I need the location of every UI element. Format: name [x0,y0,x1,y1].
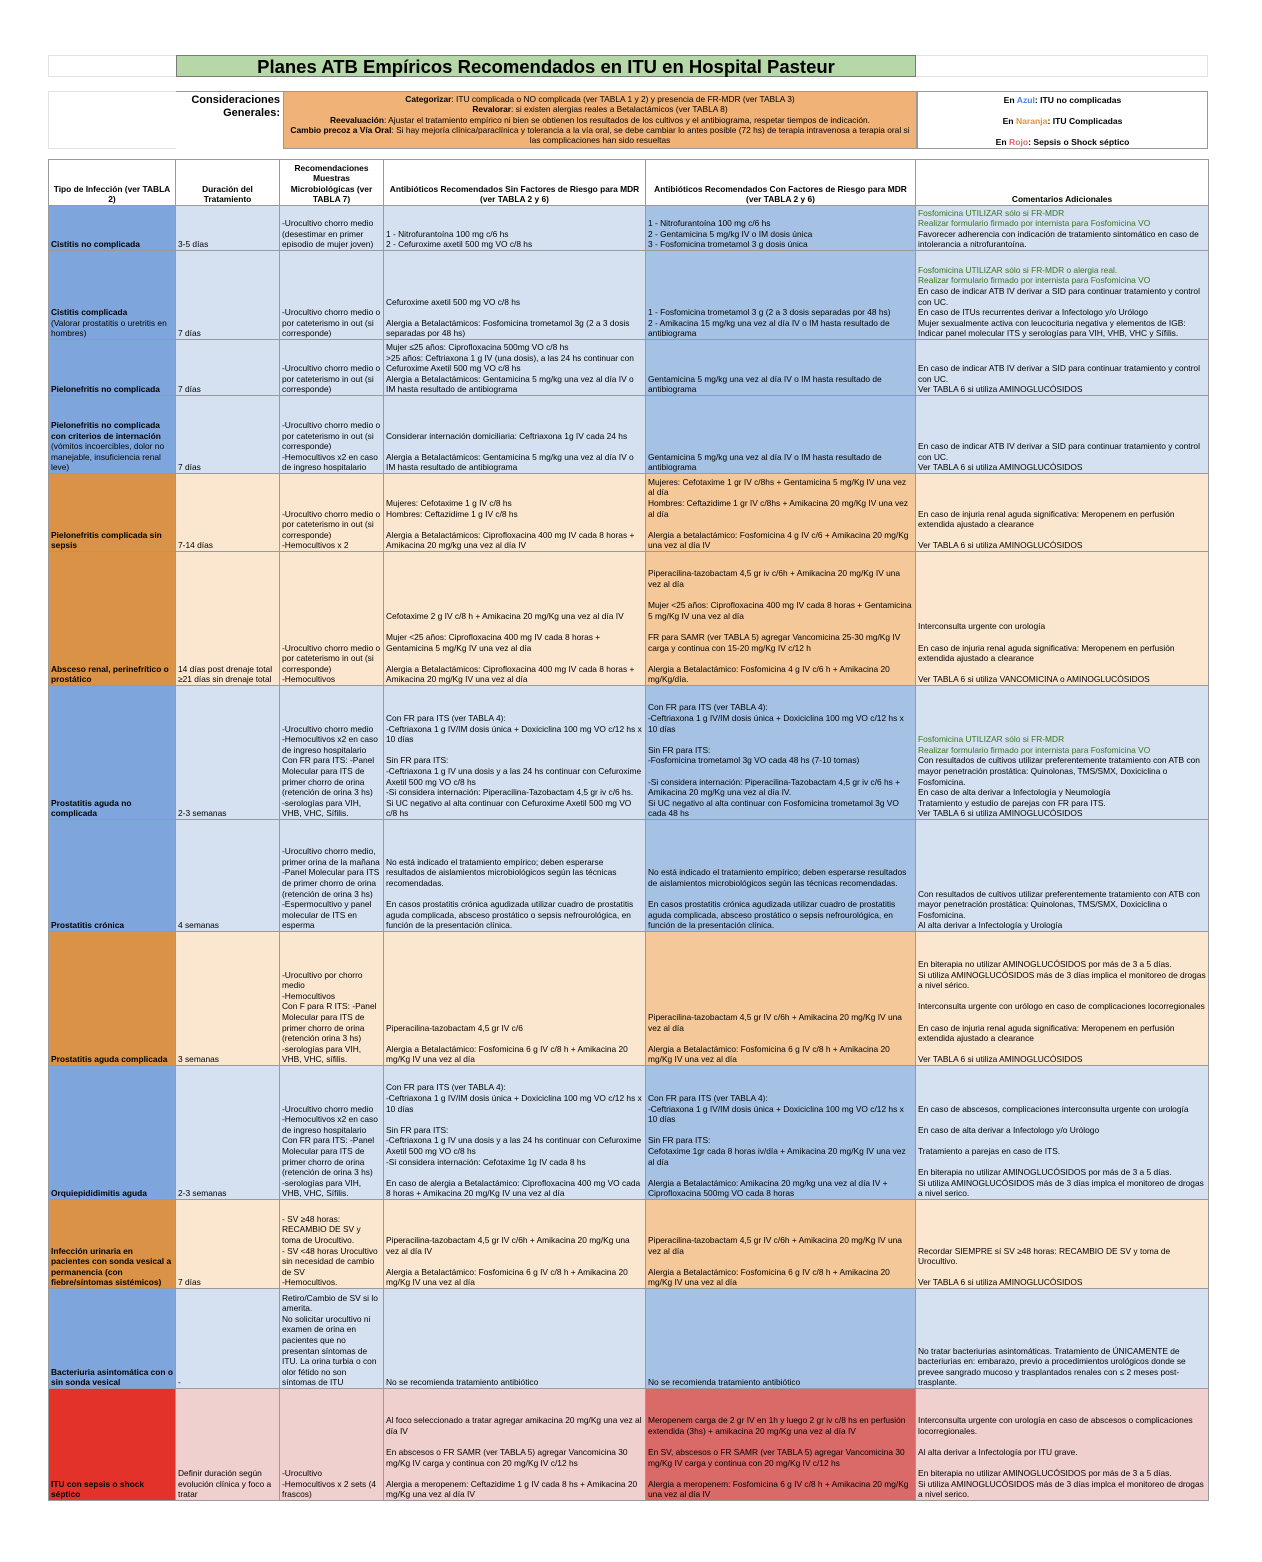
cell-sin-fr[interactable]: No se recomienda tratamiento antibiótico [384,1289,646,1389]
general-line: Cambio precoz a Vía Oral: Si hay mejoría clínica/paraclínica y tolerancia a la vía oral, se debe cambiar lo antes posible (72 hs) de terapia intravenosa a terapia oral si las complicaciones han sido resueltas [290,124,910,146]
cell-con-fr[interactable]: Con FR para ITS (ver TABLA 4): -Ceftriaxona 1 g IV/IM dosis única + Doxiciclina 100 mg VO c/12 hs x 10 días Sin FR para ITS: -Fosfomicina trometamol 3g VO cada 48 hs (7-10 tomas) -Si considera internación: Piperacilina-Tazobactam 4,5 gr iv c/6 hs + Amikacina 20 mg/Kg una vez al día IV. Si UC negativo al alta continuar con Fosfomicina trometamol 3g VO cada 48 hs [646,686,916,820]
cell-sin-fr[interactable]: Considerar internación domiciliaria: Ceftriaxona 1g IV cada 24 hs Alergia a Betalactámicos: Gentamicina 5 mg/kg una vez al día IV o IM hasta resultado de antibiograma [384,396,646,474]
row-type: Prostatitis aguda complicada [51,1054,168,1065]
table-row [49,1389,1209,1501]
general-label[interactable]: Consideraciones Generales: [176,91,283,149]
row-type-note: (Valorar prostatitis o uretritis en hombres) [51,317,167,339]
cell-duracion[interactable]: 2-3 semanas [176,1066,280,1200]
cell-muestras[interactable]: -Urocultivo chorro medio -Hemocultivos x2 en caso de ingreso hospitalario Con FR para ITS: -Panel Molecular para ITS de primer chorro de orina (retención de orina 3 hs) -serologías para VIH, VHB, VHC, Sífilis. [280,1066,384,1200]
cell-tipo[interactable] [49,1389,176,1501]
table-row [49,474,1209,552]
comment-text: En caso de indicar ATB IV derivar a SID para continuar tratamiento y control con UC. En caso de ITUs recurrentes derivar a Infectologo y/o Urólogo Mujer sexualmente activa con leucocituria negativa y elementos de IGB: Indicar panel molecular ITS y serologías para VIH, VHB, VHC y Sífilis. [918,286,1200,339]
cell-con-fr[interactable]: Mujeres: Cefotaxime 1 gr IV c/8hs + Gentamicina 5 mg/Kg IV una vez al día Hombres: Ceftazidime 1 gr IV c/8hs + Amikacina 20 mg/Kg IV una vez al día Alergia a betalactámico: Fosfomicina 4 g IV c/6 + Amikacina 20 mg/Kg una vez al día IV [646,474,916,552]
cell-duracion[interactable]: 7 días [176,396,280,474]
row-type: Pielonefritis no complicada con criterios de internación [51,420,161,441]
row-type: Pielonefritis complicada sin sepsis [51,529,162,551]
cell-sin-fr[interactable]: Con FR para ITS (ver TABLA 4): -Ceftriaxona 1 g IV/IM dosis única + Doxiciclina 100 mg VO c/12 hs x 10 días Sin FR para ITS: -Ceftriaxona 1 g IV una dosis y a las 24 hs continuar con Cefuroxime Axetil 500 mg VO c/8 hs -Si considera internación: Piperacilina-Tazobactam 4,5 gr iv c/6 hs. Si UC negativo al alta continuar con Cefuroxime Axetil 500 mg VO c/8 hs [384,686,646,820]
cell-muestras[interactable]: -Urocultivo chorro medio, primer orina de la mañana -Panel Molecular para ITS de primer chorro de orina (retención de orina 3 hs) -Espermocultivo y panel molecular de ITS en esperma [280,820,384,932]
cell-sin-fr[interactable]: Mujer ≤25 años: Ciprofloxacina 500mg VO c/8 hs >25 años: Ceftriaxona 1 g IV (una dosis), a las 24 hs continuar con Cefuroxime Axetil 500 mg VO c/8 hs Alergia a Betalactámicos: Gentamicina 5 mg/kg una vez al día IV o IM hasta resultado de antibiograma [384,340,646,396]
cell-comentarios[interactable] [916,552,1209,686]
general-considerations[interactable] [283,91,917,149]
comment-text: Favorecer adherencia con indicación de tratamiento sintomático en caso de intolerancia a nitrofurantoína. [918,228,1199,250]
comment-text: Con resultados de cultivos utilizar preferentemente tratamiento con ATB con mayor penetración prostática: Quinolonas, TMS/SMX, Doxiciclina o Fosfomicina. En caso de alta derivar a Infectología y Neumología Tratamiento y estudio de parejas con FR para ITS. Ver TABLA 6 si utiliza AMINOGLUCÓSIDOS [918,755,1200,819]
cell-tipo[interactable] [49,686,176,820]
comment-text: Interconsulta urgente con urología en caso de abscesos o complicaciones locorregionales. Al alta derivar a Infectología por ITU grave. En biterapia no utilizar AMINOGLUCÓSIDOS por más de 3 a 5 días. Si utiliza AMINOGLUCÓSIDOS más de 3 días implca el monitoreo de drogas a nivel serico. [918,1415,1204,1500]
comment-text: Con resultados de cultivos utilizar preferentemente tratamiento con ATB con mayor penetración prostática: Quinolonas, TMS/SMX, Doxiciclina o Fosfomicina. Al alta derivar a Infectología y Urología [918,888,1200,931]
cell-duracion[interactable]: 14 días post drenaje total ≥21 días sin drenaje total [176,552,280,686]
blank-cell[interactable] [48,55,176,77]
cell-comentarios[interactable] [916,820,1209,932]
cell-muestras[interactable]: -Urocultivo chorro medio -Hemocultivos x2 en caso de ingreso hospitalario Con FR para ITS: -Panel Molecular para ITS de primer chorro de orina (retención de orina 3 hs) -serologías para VIH, VHB, VHC, Sífilis. [280,686,384,820]
table-row [49,552,1209,686]
cell-con-fr[interactable]: Con FR para ITS (ver TABLA 4): -Ceftriaxona 1 g IV/IM dosis única + Doxiciclina 100 mg VO c/12 hs x 10 días Sin FR para ITS: Cefotaxime 1gr cada 8 horas iv/día + Amikacina 20 mg/Kg IV una vez al día Alergia a Betalactámico: Amikacina 20 mg/kg una vez al día IV + Ciprofloxacina 500mg VO cada 8 horas [646,1066,916,1200]
comment-highlight: Fosfomicina UTILIZAR sólo si FR-MDR Realizar formulario firmado por internista para Fosfomicina VO [918,734,1151,755]
cell-muestras[interactable]: -Urocultivo chorro medio o por cateterismo in out (si corresponde) [280,340,384,396]
comment-text: Recordar SIEMPRE sí SV ≥48 horas: RECAMBIO DE SV y toma de Urocultivo. Ver TABLA 6 si utiliza AMINOGLUCÓSIDOS [918,1245,1171,1288]
cell-comentarios[interactable] [916,686,1209,820]
cell-sin-fr[interactable]: No está indicado el tratamiento empírico; deben esperarse resultados de aislamientos microbiológicos según las técnicas recomendadas. En casos prostatitis crónica agudizada utilizar cuadro de prostatitis aguda complicada, absceso prostático o sepsis nefrourológica, en función de la presentación clínica. [384,820,646,932]
header-tipo[interactable]: Tipo de Infección (ver TABLA 2) [49,160,176,206]
cell-tipo[interactable] [49,340,176,396]
cell-duracion[interactable]: - [176,1289,280,1389]
cell-tipo[interactable] [49,820,176,932]
table-row [49,1289,1209,1389]
cell-muestras[interactable]: - SV ≥48 horas: RECAMBIO DE SV y toma de Urocultivo. - SV <48 horas Urocultivo sin necesidad de cambio de SV -Hemocultivos. [280,1200,384,1289]
cell-con-fr[interactable]: Meropenem carga de 2 gr IV en 1h y luego 2 gr iv c/8 hs en perfusión extendida (3hs) + amikacina 20 mg/Kg una vez al día IV En SV, abscesos o FR SAMR (ver TABLA 5) agregar Vancomicina 30 mg/Kg IV carga y continua con 20 mg/Kg IV c/12 hs Alergia a meropenem: Fosfomicina 6 g IV c/8 h + Amikacina 20 mg/Kg una vez al día IV [646,1389,916,1501]
cell-duracion[interactable]: 3-5 días [176,206,280,251]
cell-sin-fr[interactable]: 1 - Nitrofurantoína 100 mg c/6 hs 2 - Cefuroxime axetil 500 mg VO c/8 hs [384,206,646,251]
cell-sin-fr[interactable]: Mujeres: Cefotaxime 1 g IV c/8 hs Hombres: Ceftazidime 1 g IV c/8 hs Alergia a Betalactámicos: Ciprofloxacina 400 mg IV cada 8 horas + Amikacina 20 mg/kg una vez al día IV [384,474,646,552]
cell-duracion[interactable]: 7-14 días [176,474,280,552]
table-row [49,932,1209,1066]
row-type: Prostatitis aguda no complicada [51,797,132,819]
comment-highlight: Fosfomicina UTILIZAR sólo si FR-MDR Realizar formulario firmado por internista para Fosfomicina VO [918,207,1151,229]
cell-muestras[interactable]: Retiro/Cambio de SV si lo amerita. No solicitar urocultivo ni examen de orina en pacientes que no presentan síntomas de ITU. La orina turbia o con olor fétido no son síntomas de ITU [280,1289,384,1389]
cell-sin-fr[interactable]: Piperacilina-tazobactam 4,5 gr IV c/6 Alergia a Betalactámico: Fosfomicina 6 g IV c/8 h + Amikacina 20 mg/Kg IV una vez al día [384,932,646,1066]
legend-azul: En Azul: ITU no complicadas [1003,95,1122,105]
table-row [49,1200,1209,1289]
cell-tipo[interactable] [49,474,176,552]
cell-con-fr[interactable]: Piperacilina-tazobactam 4,5 gr iv c/6h + Amikacina 20 mg/Kg IV una vez al día Mujer <25 años: Ciprofloxacina 400 mg IV cada 8 horas + Gentamicina 5 mg/Kg IV una vez al día FR para SAMR (ver TABLA 5) agregar Vancomicina 25-30 mg/Kg IV carga y continua con 15-20 mg/Kg IV c/12 h Alergia a Betalactámico: Fosfomicina 4 g IV c/6 h + Amikacina 20 mg/Kg/día. [646,552,916,686]
comment-text: En caso de indicar ATB IV derivar a SID para continuar tratamiento y control con UC. Ver TABLA 6 si utiliza AMINOGLUCÓSIDOS [918,363,1200,395]
cell-duracion[interactable]: 7 días [176,251,280,340]
row-type: Prostatitis crónica [51,920,125,931]
blank-cell[interactable] [916,55,1208,77]
cell-duracion[interactable]: 7 días [176,340,280,396]
cell-con-fr[interactable]: 1 - Nitrofurantoína 100 mg c/6 hs 2 - Gentamicina 5 mg/kg IV o IM dosis única 3 - Fosfomicina trometamol 3 g dosis única [646,206,916,251]
cell-sin-fr[interactable]: Cefuroxime axetil 500 mg VO c/8 hs Alergia a Betalactámicos: Fosfomicina trometamol 3g (2 a 3 dosis separadas por 48 hs) [384,251,646,340]
cell-muestras[interactable]: -Urocultivo -Hemocultivos x 2 sets (4 frascos) [280,1389,384,1501]
cell-duracion[interactable]: Definir duración según evolución clínica y foco a tratar [176,1389,280,1501]
general-line: Revalorar: si existen alergias reales a Betalactámicos (ver TABLA 8) [472,104,728,115]
header-muestras[interactable]: Recomendaciones Muestras Microbiológicas (ver TABLA 7) [280,160,384,206]
cell-tipo[interactable] [49,1066,176,1200]
row-type: Absceso renal, perinefrítico o prostático [51,663,169,685]
comment-text: No tratar bacteriurias asintomáticas. Tratamiento de ÚNICAMENTE de bacteriurias en: embarazo, previo a procedimientos urológicos donde se prevee sangrado mucoso y trasplantados renales con ≤ 2 meses post-trasplante. [918,1345,1186,1388]
cell-tipo[interactable] [49,552,176,686]
cell-con-fr[interactable]: No está indicado el tratamiento empírico; deben esperarse resultados de aislamientos microbiológicos según las técnicas recomendadas. En casos prostatitis crónica agudizada utilizar cuadro de prostatitis aguda complicada, absceso prostático o sepsis nefrourológica, en función de la presentación clínica. [646,820,916,932]
row-type: Infección urinaria en pacientes con sonda vesical a permanencia (con fiebre/síntomas sistémicos) [51,1245,172,1288]
cell-muestras[interactable]: -Urocultivo chorro medio o por cateterismo in out (si corresponde) [280,251,384,340]
cell-con-fr[interactable]: Gentamicina 5 mg/kg una vez al día IV o IM hasta resultado de antibiograma [646,396,916,474]
cell-con-fr[interactable]: Gentamicina 5 mg/kg una vez al día IV o IM hasta resultado de antibiograma [646,340,916,396]
cell-comentarios[interactable] [916,206,1209,251]
spreadsheet [48,55,1208,1501]
row-type: Bacteriuria asintomática con o sin sonda vesical [51,1366,173,1388]
row-type-note: (vómitos incoercibles, dolor no manejable, insuficiencia renal leve) [51,441,165,473]
cell-comentarios[interactable] [916,474,1209,552]
cell-tipo[interactable] [49,1289,176,1389]
general-line: Reevaluación: Ajustar el tratamiento empírico ni bien se obtienen los resultados de los cultivos y el antibiograma, respetar tiempos de indicación. [329,114,870,125]
row-type: Pielonefritis no complicada [51,384,160,395]
cell-con-fr[interactable]: 1 - Fosfomicina trometamol 3 g (2 a 3 dosis separadas por 48 hs) 2 - Amikacina 15 mg/kg una vez al día IV o IM hasta resultado de antibiograma [646,251,916,340]
general-considerations-row [48,91,1208,149]
cell-con-fr[interactable]: Piperacilina-tazobactam 4,5 gr IV c/6h + Amikacina 20 mg/Kg IV una vez al día Alergia a Betalactámico: Fosfomicina 6 g IV c/8 h + Amikacina 20 mg/Kg IV una vez al día [646,932,916,1066]
cell-comentarios[interactable] [916,340,1209,396]
comment-text: En caso de injuria renal aguda significativa: Meropenem en perfusión extendida ajustado a clearance Ver TABLA 6 si utiliza AMINOGLUCÓSIDOS [918,508,1175,551]
row-type: Orquiepididimitis aguda [51,1188,147,1199]
cell-comentarios[interactable] [916,396,1209,474]
header-row [49,160,1209,206]
cell-sin-fr[interactable]: Piperacilina-tazobactam 4,5 gr IV c/6h + Amikacina 20 mg/Kg una vez al día IV Alergia a Betalactámico: Fosfomicina 6 g IV c/8 h + Amikacina 20 mg/Kg IV una vez al día [384,1200,646,1289]
cell-tipo[interactable] [49,251,176,340]
title-row [48,55,1208,77]
cell-sin-fr[interactable]: Cefotaxime 2 g IV c/8 h + Amikacina 20 mg/Kg una vez al día IV Mujer <25 años: Ciprofloxacina 400 mg IV cada 8 horas + Gentamicina 5 mg/Kg IV una vez al día Alergia a Betalactámicos: Ciprofloxacina 400 mg IV cada 8 horas + Amikacina 20 mg/Kg IV una vez al día [384,552,646,686]
table-row [49,1066,1209,1200]
color-legend[interactable] [917,91,1208,149]
cell-muestras[interactable]: -Urocultivo chorro medio o por cateterismo in out (si corresponde) -Hemocultivos x2 en caso de ingreso hospitalario [280,396,384,474]
cell-tipo[interactable] [49,1200,176,1289]
cell-comentarios[interactable] [916,1066,1209,1200]
general-line: Categorizar: ITU complicada o NO complicada (ver TABLA 1 y 2) y presencia de FR-MDR (ver TABLA 3) [405,94,795,104]
cell-duracion[interactable]: 2-3 semanas [176,686,280,820]
cell-duracion[interactable]: 4 semanas [176,820,280,932]
table-row [49,251,1209,340]
table-row [49,396,1209,474]
cell-comentarios[interactable] [916,251,1209,340]
cell-tipo[interactable] [49,206,176,251]
cell-duracion[interactable]: 3 semanas [176,932,280,1066]
cell-tipo[interactable] [49,932,176,1066]
header-sin-fr[interactable]: Antibióticos Recomendados Sin Factores de Riesgo para MDR (ver TABLA 2 y 6) [384,160,646,206]
cell-comentarios[interactable] [916,932,1209,1066]
page-title[interactable]: Planes ATB Empíricos Recomendados en ITU en Hospital Pasteur [176,55,916,77]
comment-text: En caso de indicar ATB IV derivar a SID para continuar tratamiento y control con UC. Ver TABLA 6 si utiliza AMINOGLUCÓSIDOS [918,441,1200,473]
header-duracion[interactable]: Duración del Tratamiento [176,160,280,206]
cell-comentarios[interactable] [916,1289,1209,1389]
legend-naranja: En Naranja: ITU Complicadas [1002,116,1123,126]
table-row [49,686,1209,820]
blank-cell[interactable] [48,91,176,149]
header-comentarios[interactable]: Comentarios Adicionales [916,160,1209,206]
table-row [49,206,1209,251]
cell-sin-fr[interactable]: Al foco seleccionado a tratar agregar amikacina 20 mg/Kg una vez al día IV En abscesos o FR SAMR (ver TABLA 5) agregar Vancomicina 30 mg/Kg IV carga y continua con 20 mg/Kg IV c/12 hs Alergia a meropenem: Ceftazidime 1 g IV cada 8 hs + Amikacina 20 mg/Kg una vez al día IV [384,1389,646,1501]
cell-muestras[interactable]: -Urocultivo chorro medio o por cateterismo in out (si corresponde) -Hemocultivos x 2 [280,474,384,552]
row-type: Cistitis complicada [51,307,128,318]
comment-text: Interconsulta urgente con urología En caso de injuria renal aguda significativa: Meropenem en perfusión extendida ajustado a clearance Ver TABLA 6 si utiliza VANCOMICINA o AMINOGLUCÓSIDOS [918,621,1175,685]
comment-text: En caso de abscesos, complicaciones interconsulta urgente con urología En caso de alta derivar a Infectologo y/o Urólogo Tratamiento a parejas en caso de ITS. En biterapia no utilizar AMINOGLUCÓSIDOS por más de 3 a 5 días. Si utiliza AMINOGLUCÓSIDOS más de 3 días implca el monitoreo de drogas a nivel serico. [918,1103,1204,1199]
row-type: Cistitis no complicada [51,239,140,250]
table-row [49,340,1209,396]
cell-sin-fr[interactable]: Con FR para ITS (ver TABLA 4): -Ceftriaxona 1 g IV/IM dosis única + Doxiciclina 100 mg VO c/12 hs x 10 días Sin FR para ITS: -Ceftriaxona 1 g IV una dosis y a las 24 hs continuar con Cefuroxime Axetil 500 mg VO c/8 hs -Si considera internación: Cefotaxime 1g IV cada 8 hs En caso de alergia a Betalactámico: Ciprofloxacina 400 mg VO cada 8 horas + Amikacina 20 mg/Kg IV una vez al día [384,1066,646,1200]
cell-tipo[interactable] [49,396,176,474]
cell-comentarios[interactable] [916,1389,1209,1501]
header-con-fr[interactable]: Antibióticos Recomendados Con Factores de Riesgo para MDR (ver TABLA 2 y 6) [646,160,916,206]
cell-con-fr[interactable]: Piperacilina-tazobactam 4,5 gr IV c/6h + Amikacina 20 mg/Kg IV una vez al día Alergia a Betalactámico: Fosfomicina 6 g IV c/8 h + Amikacina 20 mg/Kg IV una vez al día [646,1200,916,1289]
comment-highlight: Fosfomicina UTILIZAR sólo si FR-MDR o alergia real. Realizar formulario firmado por internista para Fosfomicina VO [918,264,1151,286]
cell-muestras[interactable]: -Urocultivo chorro medio (desestimar en primer episodio de mujer joven) [280,206,384,251]
cell-muestras[interactable]: -Urocultivo por chorro medio -Hemocultivos Con F para R ITS: -Panel Molecular para ITS de primer chorro de orina (retención orina 3 hs) -serologías para VIH, VHB, VHC, sífilis. [280,932,384,1066]
row-type: ITU con sepsis o shock séptico [51,1478,145,1500]
cell-con-fr[interactable]: No se recomienda tratamiento antibiótico [646,1289,916,1389]
cell-comentarios[interactable] [916,1200,1209,1289]
treatment-table [48,159,1209,1501]
comment-text: En biterapia no utilizar AMINOGLUCÓSIDOS por más de 3 a 5 días. Si utiliza AMINOGLUCÓSIDOS más de 3 días implica el monitoreo de drogas a nivel sérico. Interconsulta urgente con urólogo en caso de complicaciones locorregionales En caso de injuria renal aguda significativa: Meropenem en perfusión extendida ajustado a clearance Ver TABLA 6 si utiliza AMINOGLUCÓSIDOS [918,959,1206,1065]
legend-rojo: En Rojo: Sepsis o Shock séptico [995,137,1130,147]
table-row [49,820,1209,932]
cell-duracion[interactable]: 7 días [176,1200,280,1289]
cell-muestras[interactable]: -Urocultivo chorro medio o por cateterismo in out (si corresponde) -Hemocultivos [280,552,384,686]
